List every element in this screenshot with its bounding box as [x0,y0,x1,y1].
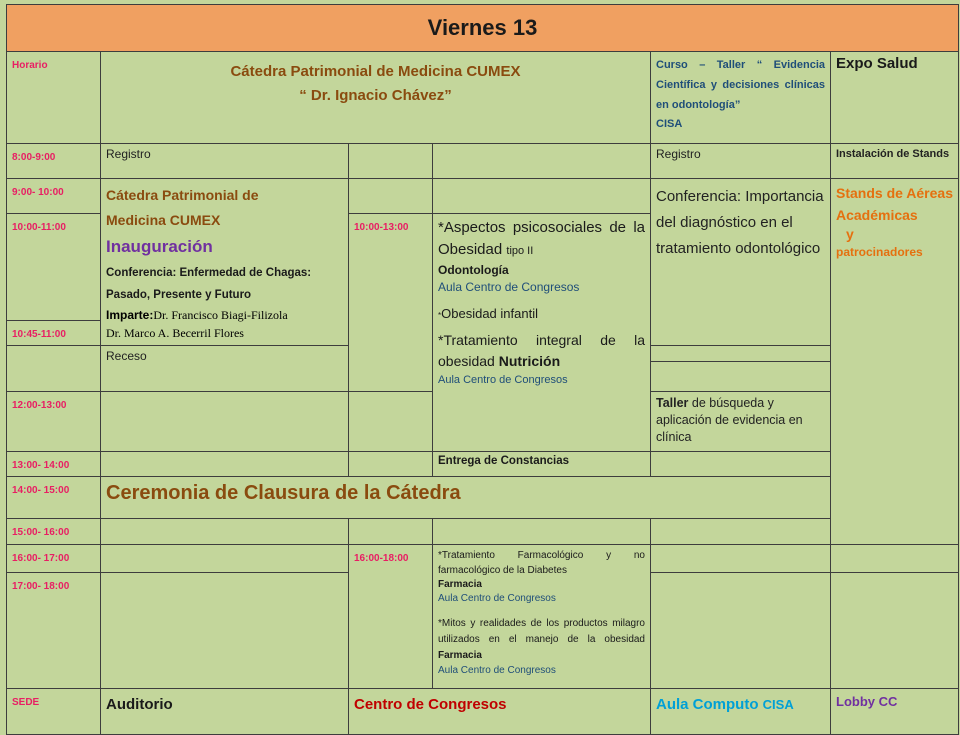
sede-congresos: Centro de Congresos [349,689,651,735]
curso-header: Curso – Taller “ Evidencia Científica y decisiones clínicas en odontología” CISA [651,52,831,144]
registro-cisa: Registro [651,144,831,179]
time-9-10: 9:00- 10:00 [7,179,101,214]
congresos-pm-time: 16:00-18:00 [349,545,433,689]
time-16-17: 16:00- 17:00 [7,545,101,573]
empty-cell [831,573,959,689]
stands-cell: Stands de Aéreas Académicas y patrocinadores [831,179,959,545]
congresos-am-time: 10:00-13:00 [349,214,433,392]
empty-cell [651,545,831,573]
empty-cell [433,144,651,179]
congresos-am-session: *Aspectos psicosociales de la Obesidad tipo II Odontología Aula Centro de Congresos *Obesidad infantil *Tratamiento integral de la obesidad Nutrición Aula Centro de Congresos [433,214,651,452]
sede-computo: Aula Computo CISA [651,689,831,735]
empty-cell [101,519,349,545]
empty-cell [349,452,433,477]
auditorio-session: Cátedra Patrimonial de Medicina CUMEX Inauguración Conferencia: Enfermedad de Chagas: Pasado, Presente y Futuro Imparte:Dr. Francisco Biagi-Filizola Dr. Marco A. Becerril Flores [101,179,349,346]
time-13-14: 13:00- 14:00 [7,452,101,477]
empty-cell [651,519,831,545]
empty-cell [101,392,349,452]
empty-cell [831,545,959,573]
time-10-11: 10:00-11:00 [7,214,101,321]
entrega: Entrega de Constancias [433,452,651,477]
clausura: Ceremonia de Clausura de la Cátedra [101,477,959,519]
time-14-15: 14:00- 15:00 [7,477,101,519]
empty-cell [349,179,433,214]
horario-header: Horario [7,52,101,144]
time-17-18: 17:00- 18:00 [7,573,101,689]
sede-auditorio: Auditorio [101,689,349,735]
empty-cell [101,452,349,477]
taller: Taller de búsqueda y aplicación de evidencia en clínica [651,392,831,452]
time-8-9: 8:00-9:00 [7,144,101,179]
empty-cell [651,573,831,689]
sede-label: SEDE [7,689,101,735]
empty-cell [433,179,651,214]
expo-header: Expo Salud [831,52,959,144]
cisa-conferencia: Conferencia: Importancia del diagnóstico en el tratamiento odontológico [651,179,831,346]
time-12-13: 12:00-13:00 [7,392,101,452]
empty-cell [349,144,433,179]
day-title: Viernes 13 [7,5,959,52]
empty-cell [349,519,433,545]
empty-cell [349,392,433,452]
empty-cell [7,346,101,392]
empty-cell [433,519,651,545]
time-1045-11: 10:45-11:00 [7,321,101,346]
congresos-pm-session: *Tratamiento Farmacológico y no farmacológico de la Diabetes Farmacia Aula Centro de Congresos *Mitos y realidades de los productos milagro utilizados en el manejo de la obesidad Farmacia Aula Centro de Congresos [433,545,651,689]
schedule-table [6,4,959,735]
empty-cell [101,545,349,573]
sede-lobby: Lobby CC [831,689,959,735]
receso: Receso [101,346,349,392]
empty-cell [651,362,831,392]
instalacion-stands: Instalación de Stands [831,144,959,179]
empty-cell [101,573,349,689]
time-15-16: 15:00- 16:00 [7,519,101,545]
registro-auditorio: Registro [101,144,349,179]
catedra-header: Cátedra Patrimonial de Medicina CUMEX “ Dr. Ignacio Chávez” [101,52,651,144]
